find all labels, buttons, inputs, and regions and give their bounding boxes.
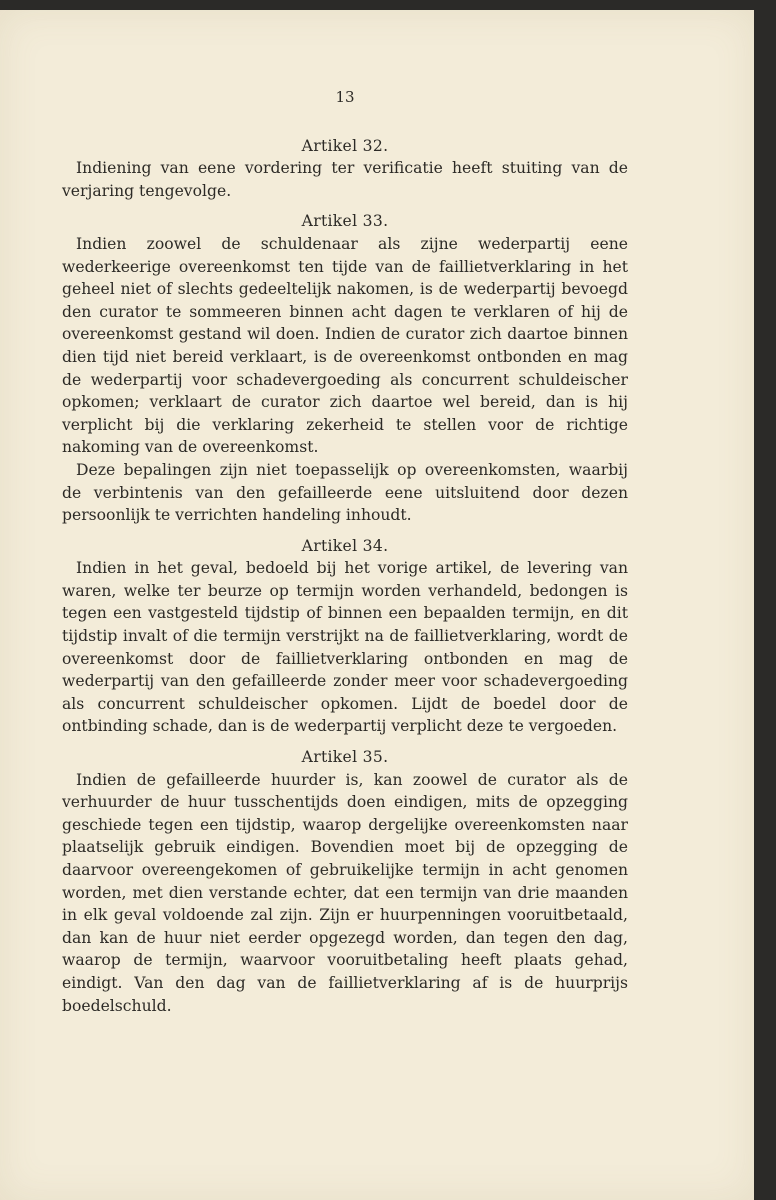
article-32 xyxy=(62,135,628,203)
page-content xyxy=(62,86,628,1017)
article-title: Artikel 33. xyxy=(301,212,389,231)
article-paragraph: Indien zoowel de schuldenaar als zijne wederpartij eene wederkeerige overeenkomst ten tijde van de faillietverklaring in het geheel niet of slechts gedeeltelijk nakomen, is de wederpartij bevoegd den curator te sommeeren binnen acht dagen te verklaren of hij de overeenkomst gestand wil doen. Indien de curator zich daartoe binnen dien tijd niet bereid verklaart, is de overeenkomst ontbonden en mag de wederpartij voor schadevergoeding als concurrent schuldeischer opkomen; verklaart de curator zich daartoe wel bereid, dan is hij verplicht bij die verklaring zekerheid te stellen voor de richtige nakoming van de overeenkomst. xyxy=(62,234,628,457)
article-title: Artikel 34. xyxy=(301,536,389,555)
page-number: 13 xyxy=(335,88,355,106)
article-title: Artikel 35. xyxy=(301,748,389,767)
article-34 xyxy=(62,535,628,738)
document-page xyxy=(0,10,754,1200)
article-title: Artikel 32. xyxy=(301,136,389,155)
article-33 xyxy=(62,210,628,526)
article-paragraph: Indien in het geval, bedoeld bij het vorige artikel, de levering van waren, welke ter beurze op termijn worden verhandeld, bedongen is tegen een vastgesteld tijdstip of binnen een bepaalden termijn, en dit tijdstip invalt of die termijn verstrijkt na de faillietverklaring, wordt de overeenkomst door de faillietverklaring ontbonden en mag de wederpartij van den gefailleerde zonder meer voor schadevergoeding als concurrent schuldeischer opkomen. Lijdt de boedel door de ontbinding schade, dan is de wederpartij verplicht deze te vergoeden. xyxy=(62,559,628,736)
article-paragraph: Indiening van eene vordering ter verificatie heeft stuiting van de verjaring tengevolge. xyxy=(62,159,628,200)
article-paragraph: Deze bepalingen zijn niet toepasselijk op overeenkomsten, waarbij de verbintenis van den gefailleerde eene uitsluitend door dezen persoonlijk te verrichten handeling inhoudt. xyxy=(62,460,628,525)
article-35 xyxy=(62,746,628,1017)
article-paragraph: Indien de gefailleerde huurder is, kan zoowel de curator als de verhuurder de huur tusschentijds doen eindigen, mits de opzegging geschiede tegen een tijdstip, waarop dergelijke overeenkomsten naar plaatselijk gebruik eindigen. Bovendien moet bij de opzegging de daarvoor overeengekomen of gebruikelijke termijn in acht genomen worden, met dien verstande echter, dat een termijn van drie maanden in elk geval voldoende zal zijn. Zijn er huurpenningen vooruitbetaald, dan kan de huur niet eerder opgezegd worden, dan tegen den dag, waarop de termijn, waarvoor vooruitbetaling heeft plaats gehad, eindigt. Van den dag van de faillietverklaring af is de huurprijs boedelschuld. xyxy=(62,770,628,1015)
